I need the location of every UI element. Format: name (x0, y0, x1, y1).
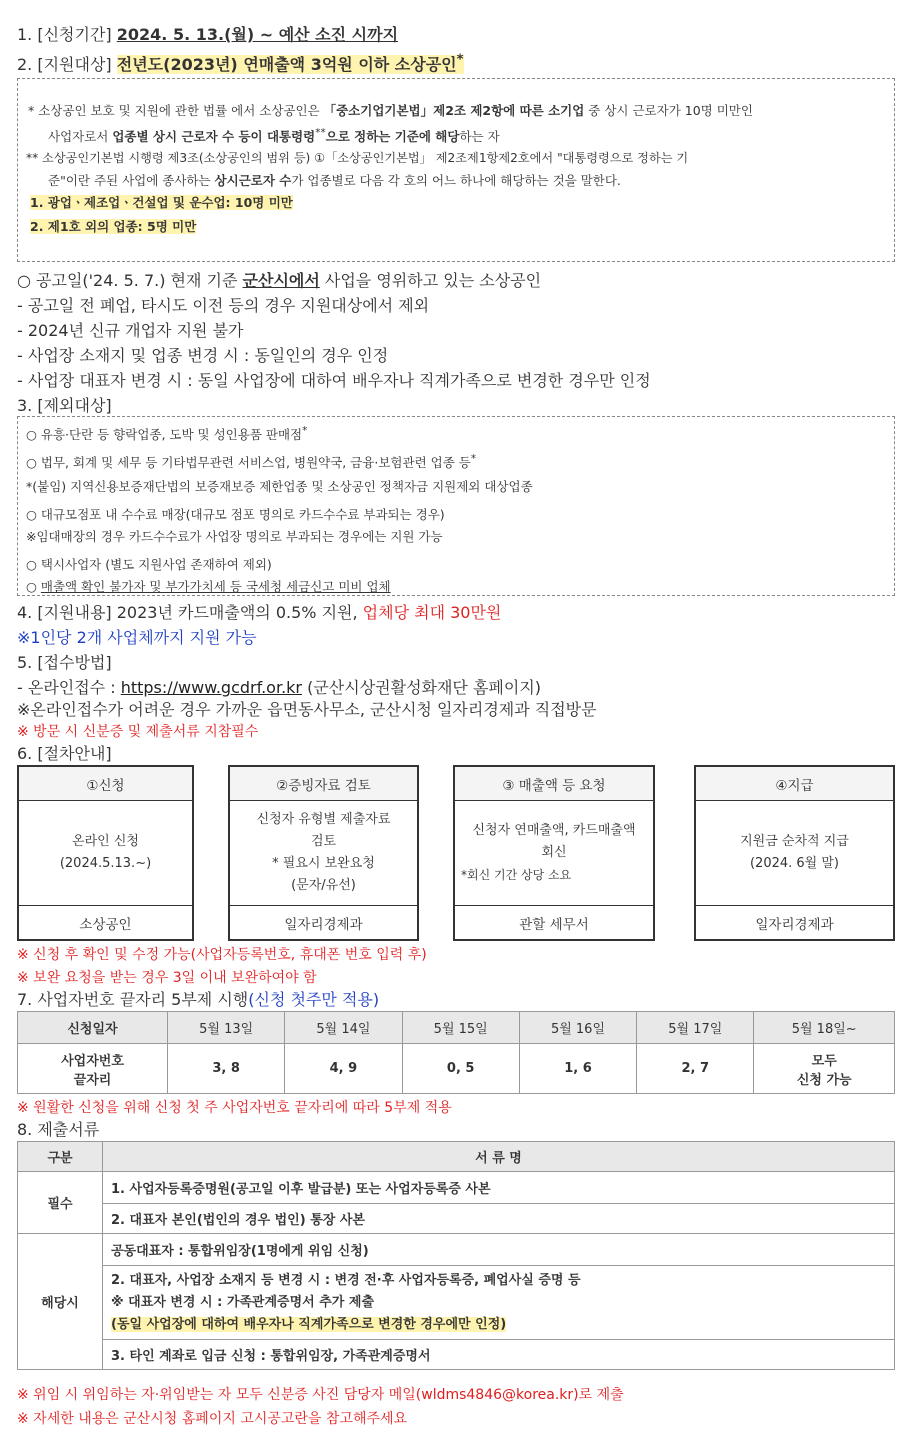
step-body: 지원금 순차적 지급 (2024. 6월 말) (740, 834, 849, 871)
step-4-box (694, 765, 895, 941)
step-owner: 관할 세무서 (455, 905, 653, 939)
offline-apply: ※온라인접수가 어려운 경우 가까운 읍면동사무소, 군산시청 일자리경제과 직접방문 (17, 700, 597, 719)
exclusion-2: ○ 법무, 회계 및 세무 등 기타법무관련 서비스업, 병원약국, 금융·보험관련 업종 등* (26, 453, 477, 471)
table-row: 2. 대표자, 사업장 소재지 등 변경 시 : 변경 전·후 사업자등록증, 폐업사실 증명 등 ※ 대표자 변경 시 : 가족관계증명서 추가 제출 (동일 사업장에 대하여 배우자나 직계가족으로 변경한 경우에만 인정) (18, 1266, 895, 1340)
exclusion-3-note: ※임대매장의 경우 카드수수료가 사업장 명의로 부과되는 경우에는 지원 가능 (26, 529, 443, 544)
target-line (17, 52, 464, 75)
note-1-line-1: * 소상공인 보호 및 지원에 관한 법률 에서 소상공인은 「중소기업기본법」제2조 제2항에 따른 소기업 중 상시 근로자가 10명 미만인 (28, 103, 753, 118)
step-title: ③ 매출액 등 요청 (455, 767, 653, 801)
period-label: 1. [신청기간] (17, 25, 112, 44)
target-label: 2. [지원대상] (17, 55, 112, 74)
step-title: ②증빙자료 검토 (230, 767, 417, 801)
reference-note: ※ 자세한 내용은 군산시청 홈페이지 고시공고란을 참고해주세요 (17, 1411, 408, 1427)
step-body: 신청자 유형별 제출자료 검토 * 필요시 보완요청 (문자/유선) (256, 812, 391, 893)
exclusion-3: ○ 대규모점포 내 수수료 매장(대규모 점포 명의로 카드수수료 부과되는 경우) (26, 507, 445, 522)
criteria-item-2: 2. 제1호 외의 업종: 5명 미만 (30, 219, 197, 234)
exclusion-5: ○ 매출액 확인 불가자 및 부가가치세 등 국세청 세금신고 미비 업체 (26, 579, 391, 594)
step-owner: 소상공인 (19, 905, 192, 939)
documents-table (17, 1141, 895, 1370)
definition-box (17, 78, 895, 262)
table-row: 2. 대표자 본인(법인의 경우 법인) 통장 사본 (18, 1204, 895, 1234)
note-1-line-2: 사업자로서 업종별 상시 근로자 수 등이 대통령령**으로 정하는 기준에 해당하는 자 (48, 127, 500, 145)
step-1-box (17, 765, 194, 941)
exclusion-1: ○ 유흥·단란 등 향락업종, 도박 및 성인용품 판매점* (26, 425, 308, 443)
visit-note: ※ 방문 시 신분증 및 제출서류 지참필수 (17, 724, 259, 740)
website-link[interactable]: https://www.gcdrf.or.kr (120, 678, 302, 697)
procedure-note-1: ※ 신청 후 확인 및 수정 가능(사업자등록번호, 휴대폰 번호 입력 후) (17, 947, 427, 963)
condition-1: ○ 공고일('24. 5. 7.) 현재 기준 군산시에서 사업을 영위하고 있는 소상공인 (17, 271, 542, 290)
table-row: 신청일자 5월 13일 5월 14일 5월 15일 5월 16일 5월 17일 5월 18일~ (18, 1012, 895, 1044)
delegation-note: ※ 위임 시 위임하는 자·위임받는 자 모두 신분증 사진 담당자 메일(wldms4846@korea.kr)로 제출 (17, 1387, 624, 1403)
online-apply: - 온라인접수 : https://www.gcdrf.or.kr (군산시상권활성화재단 홈페이지) (17, 678, 542, 697)
exclusion-4: ○ 택시사업자 (별도 지원사업 존재하여 제외) (26, 557, 272, 572)
condition-4: - 사업장 소재지 및 업종 변경 시 : 동일인의 경우 인정 (17, 346, 389, 365)
rotation-table (17, 1011, 895, 1094)
note-2-line-2: 준"이란 주된 사업에 종사하는 상시근로자 수가 업종별로 다음 각 호의 어느 하나에 해당하는 것을 말한다. (48, 173, 621, 188)
apply-method-label: 5. [접수방법] (17, 653, 112, 672)
step-3-box (453, 765, 655, 941)
step-body: 신청자 연매출액, 카드매출액 회신 *회신 기간 상당 소요 (461, 823, 636, 882)
condition-5: - 사업장 대표자 변경 시 : 동일 사업장에 대하여 배우자나 직계가족으로 변경한 경우만 인정 (17, 371, 651, 390)
table-row: 구분 서 류 명 (18, 1142, 895, 1172)
step-title: ①신청 (19, 767, 192, 801)
condition-3: - 2024년 신규 개업자 지원 불가 (17, 321, 244, 340)
procedure-label: 6. [절차안내] (17, 744, 112, 763)
step-body: 온라인 신청 (2024.5.13.~) (59, 834, 152, 871)
step-title: ④지급 (696, 767, 893, 801)
rotation-note: ※ 원활한 신청을 위해 신청 첫 주 사업자번호 끝자리에 따라 5부제 적용 (17, 1100, 452, 1116)
step-owner: 일자리경제과 (696, 905, 893, 939)
period-line (17, 22, 398, 45)
condition-2: - 공고일 전 폐업, 타시도 이전 등의 경우 지원대상에서 제외 (17, 296, 430, 315)
table-row: 사업자번호 끝자리 3, 8 4, 9 0, 5 1, 6 2, 7 모두 신청 가능 (18, 1044, 895, 1094)
rotation-label: 7. 사업자번호 끝자리 5부제 시행(신청 첫주만 적용) (17, 990, 380, 1009)
documents-label: 8. 제출서류 (17, 1120, 100, 1139)
target-value: 전년도(2023년) 연매출액 3억원 이하 소상공인* (116, 52, 464, 74)
table-row: 3. 타인 계좌로 입금 신청 : 통합위임장, 가족관계증명서 (18, 1340, 895, 1370)
exclusion-2-note: *(붙임) 지역신용보증재단법의 보증재보증 제한업종 및 소상공인 정책자금 지원제외 대상업종 (26, 479, 533, 494)
table-row: 해당시 공동대표자 : 통합위임장(1명에게 위임 신청) (18, 1234, 895, 1266)
step-owner: 일자리경제과 (230, 905, 417, 939)
exclusion-label: 3. [제외대상] (17, 396, 112, 415)
period-value: 2024. 5. 13.(월) ~ 예산 소진 시까지 (116, 25, 399, 44)
step-2-box (228, 765, 419, 941)
table-row: 필수 1. 사업자등록증명원(공고일 이후 발급분) 또는 사업자등록증 사본 (18, 1172, 895, 1204)
exclusion-box (17, 416, 895, 596)
note-2-line-1: ** 소상공인기본법 시행령 제3조(소상공인의 범위 등) ①「소상공인기본법」 제2조제1항제2호에서 "대통령령으로 정하는 기 (26, 151, 689, 165)
criteria-item-1: 1. 광업ㆍ제조업ㆍ건설업 및 운수업: 10명 미만 (30, 195, 293, 210)
support-content: 4. [지원내용] 2023년 카드매출액의 0.5% 지원, 업체당 최대 30만원 (17, 603, 502, 622)
procedure-note-2: ※ 보완 요청을 받는 경우 3일 이내 보완하여야 함 (17, 970, 317, 986)
support-limit: ※1인당 2개 사업체까지 지원 가능 (17, 628, 257, 647)
